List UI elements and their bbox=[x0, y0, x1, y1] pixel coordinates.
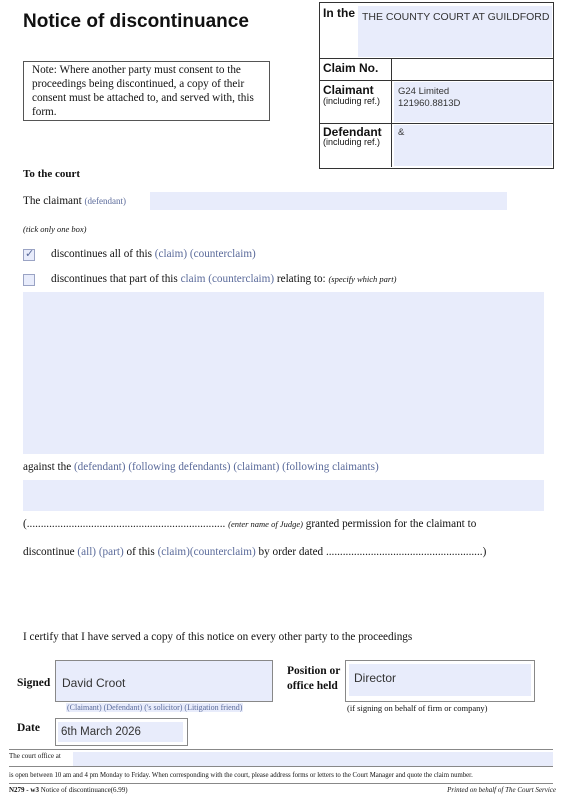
footer-left bbox=[9, 786, 128, 794]
discontinue-order-line bbox=[23, 546, 486, 558]
certify-statement: I certify that I have served a copy of this notice on every other party to the proceedings bbox=[23, 631, 413, 643]
against-line bbox=[23, 461, 379, 473]
court-office-label: The court office at bbox=[9, 752, 61, 760]
footer-right: Printed on behalf of The Court Service bbox=[447, 786, 556, 794]
order-date-blank[interactable]: by order dated ........................................................) bbox=[258, 546, 487, 558]
claimant-line bbox=[23, 195, 126, 207]
all-option[interactable]: (all) bbox=[77, 546, 97, 558]
court-office-bottom-line bbox=[9, 766, 553, 767]
to-the-court-heading: To the court bbox=[23, 168, 81, 180]
discontinue-all-checkbox[interactable] bbox=[23, 249, 35, 261]
court-office-address-field[interactable] bbox=[73, 752, 553, 766]
against-prefix: against the bbox=[23, 461, 72, 473]
date-label: Date bbox=[17, 722, 40, 734]
discontinue-all-text: discontinues all of this bbox=[51, 248, 152, 260]
position-value: Director bbox=[354, 671, 397, 685]
signed-label: Signed bbox=[17, 677, 51, 689]
of-this-text: of this bbox=[126, 546, 155, 558]
claim-order-option[interactable]: (claim) bbox=[157, 546, 190, 558]
against-parties-field[interactable] bbox=[23, 480, 544, 511]
discontinue-prefix: discontinue bbox=[23, 546, 75, 558]
signatory-role-options[interactable]: (Claimant) (Defendant) ('s solicitor) (Litigation friend) bbox=[67, 703, 243, 712]
office-hours-text: is open between 10 am and 4 pm Monday to Friday. When corresponding with the court, please address forms or letters to the Court Manager and quote the claim number. bbox=[9, 772, 473, 779]
defendant-option[interactable]: (defendant) bbox=[84, 196, 126, 206]
signed-field[interactable] bbox=[55, 660, 273, 702]
permission-text: granted permission for the claimant to bbox=[305, 518, 477, 530]
judge-hint: (enter name of Judge) bbox=[228, 519, 303, 529]
counterclaim-order-option[interactable]: (counterclaim) bbox=[189, 546, 256, 558]
header-divider bbox=[319, 80, 553, 81]
judge-name-blank[interactable]: (....................................................................... bbox=[23, 518, 226, 530]
part-description-field[interactable] bbox=[23, 292, 544, 454]
against-following-defendants-option[interactable]: (following defendants) bbox=[128, 461, 231, 473]
specify-part-hint: (specify which part) bbox=[328, 274, 397, 284]
position-field[interactable] bbox=[345, 660, 535, 702]
claim-option[interactable]: (claim) bbox=[154, 248, 188, 260]
defendant-sub-label: (including ref.) bbox=[323, 137, 381, 147]
relating-to-text: relating to: bbox=[276, 273, 326, 285]
page-title: Notice of discontinuance bbox=[23, 11, 249, 32]
claimant-label: Claimant bbox=[323, 83, 374, 97]
claimant-name: G24 Limited bbox=[398, 86, 450, 97]
defendant-field[interactable] bbox=[394, 125, 552, 166]
against-defendant-option[interactable]: (defendant) bbox=[73, 461, 126, 473]
checkmark-icon: ✓ bbox=[25, 248, 35, 260]
date-field[interactable] bbox=[55, 718, 188, 746]
header-divider bbox=[319, 123, 553, 124]
position-label-2: office held bbox=[287, 680, 338, 692]
in-the-label: In the bbox=[323, 6, 355, 20]
discontinue-part-checkbox[interactable] bbox=[23, 274, 35, 286]
judge-line bbox=[23, 518, 476, 530]
defendant-label: Defendant bbox=[323, 125, 382, 139]
claimant-line-prefix: The claimant bbox=[23, 195, 82, 207]
claimant-name-field[interactable] bbox=[150, 192, 507, 210]
court-name-value: THE COUNTY COURT AT GUILDFORD bbox=[362, 11, 550, 23]
consent-note-text: Note: Where another party must consent to the proceedings being discontinued, a copy of their consent must be attached to, and served with, this form. bbox=[32, 64, 254, 118]
defendant-value: & bbox=[398, 127, 405, 138]
court-office-divider bbox=[9, 749, 553, 750]
discontinue-all-line bbox=[51, 248, 256, 260]
discontinue-part-line bbox=[51, 273, 396, 285]
position-hint: (if signing on behalf of firm or company) bbox=[347, 703, 488, 713]
claimant-field[interactable] bbox=[394, 82, 552, 122]
part-option[interactable]: (part) bbox=[98, 546, 124, 558]
form-code: N279 - w3 bbox=[9, 786, 39, 794]
against-claimant-option[interactable]: (claimant) bbox=[233, 461, 280, 473]
header-col-divider bbox=[391, 58, 392, 167]
signed-value: David Croot bbox=[62, 676, 126, 690]
claim-no-label: Claim No. bbox=[323, 61, 379, 75]
claimant-sub-label: (including ref.) bbox=[323, 96, 381, 106]
position-label-1: Position or bbox=[287, 665, 341, 677]
tick-hint: (tick only one box) bbox=[23, 224, 87, 234]
counterclaim-option[interactable]: (counterclaim) bbox=[189, 248, 256, 260]
discontinue-part-text: discontinues that part of this bbox=[51, 273, 178, 285]
date-value: 6th March 2026 bbox=[61, 726, 141, 738]
form-name: Notice of discontinuance(6.99) bbox=[40, 786, 128, 794]
claim-counterclaim-option[interactable]: claim (counterclaim) bbox=[180, 273, 275, 285]
claim-no-field[interactable] bbox=[393, 59, 551, 79]
court-name-field[interactable] bbox=[358, 6, 552, 57]
against-following-claimants-option[interactable]: (following claimants) bbox=[282, 461, 379, 473]
footer-divider bbox=[9, 783, 553, 784]
claimant-ref: 121960.8813D bbox=[398, 98, 461, 109]
